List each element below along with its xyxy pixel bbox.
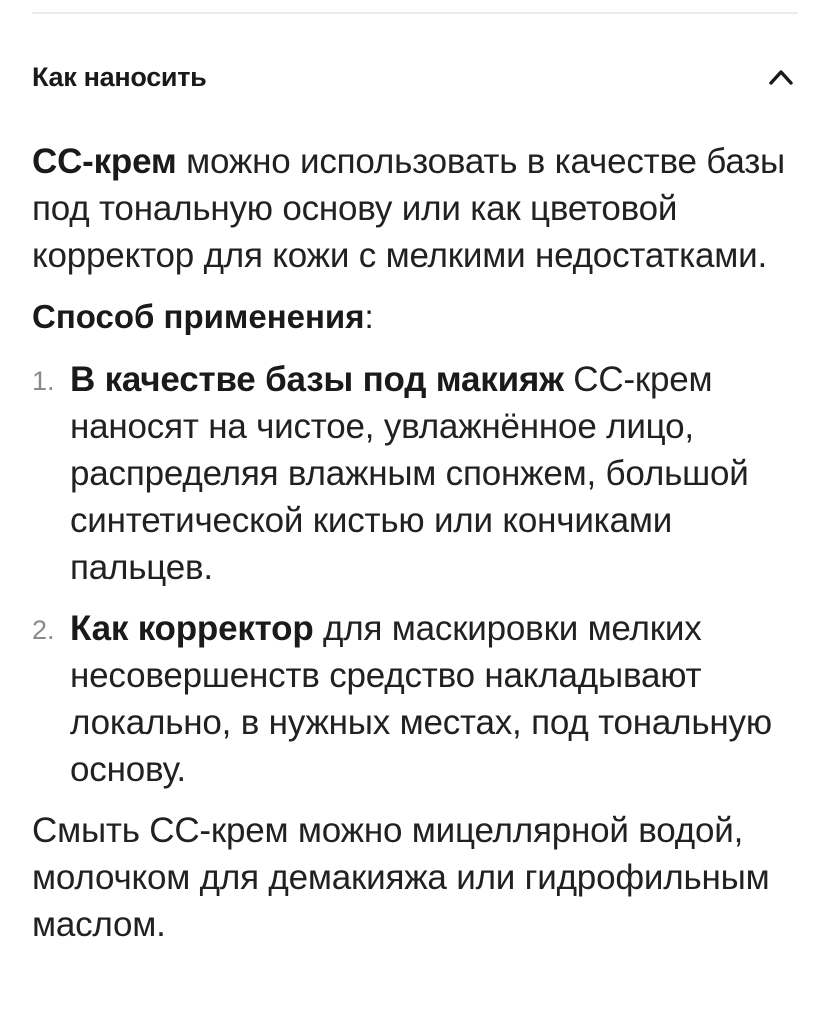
- list-item-bold: В качестве базы под макияж: [70, 360, 564, 399]
- accordion-header-how-to-apply[interactable]: [32, 54, 798, 104]
- intro-bold: СС-крем: [32, 142, 177, 181]
- method-heading-text: Способ применения: [32, 298, 365, 335]
- list-item: [32, 605, 802, 793]
- outro-paragraph: Смыть СС-крем можно мицеллярной водой, молочком для демакияжа или гидрофильным маслом.: [32, 811, 770, 944]
- intro-text: можно использовать в качестве базы под тональную основу или как цветовой корректор для кожи с мелкими недостатками.: [32, 142, 785, 275]
- accordion-title: Как наносить: [32, 62, 207, 92]
- method-list: [32, 356, 802, 793]
- list-item-number: 2.: [32, 615, 55, 645]
- method-heading-colon: :: [364, 298, 374, 335]
- list-item-text: [70, 605, 802, 793]
- list-item-text: [70, 356, 802, 591]
- list-item: [32, 356, 802, 591]
- list-item-body: для маскировки мелких несовершенств средство накладывают локально, в нужных местах, под тональную основу.: [70, 609, 772, 789]
- accordion-content: [32, 138, 802, 948]
- method-heading: [32, 293, 802, 340]
- top-divider: [32, 12, 798, 14]
- list-item-body: СС-крем наносят на чистое, увлажнённое лицо, распределяя влажным спонжем, большой синтетической кистью или кончиками пальцев.: [70, 360, 749, 587]
- list-item-bold: Как корректор: [70, 609, 314, 648]
- chevron-up-icon[interactable]: [766, 62, 796, 92]
- intro-paragraph: [32, 138, 802, 279]
- list-item-number: 1.: [32, 366, 55, 396]
